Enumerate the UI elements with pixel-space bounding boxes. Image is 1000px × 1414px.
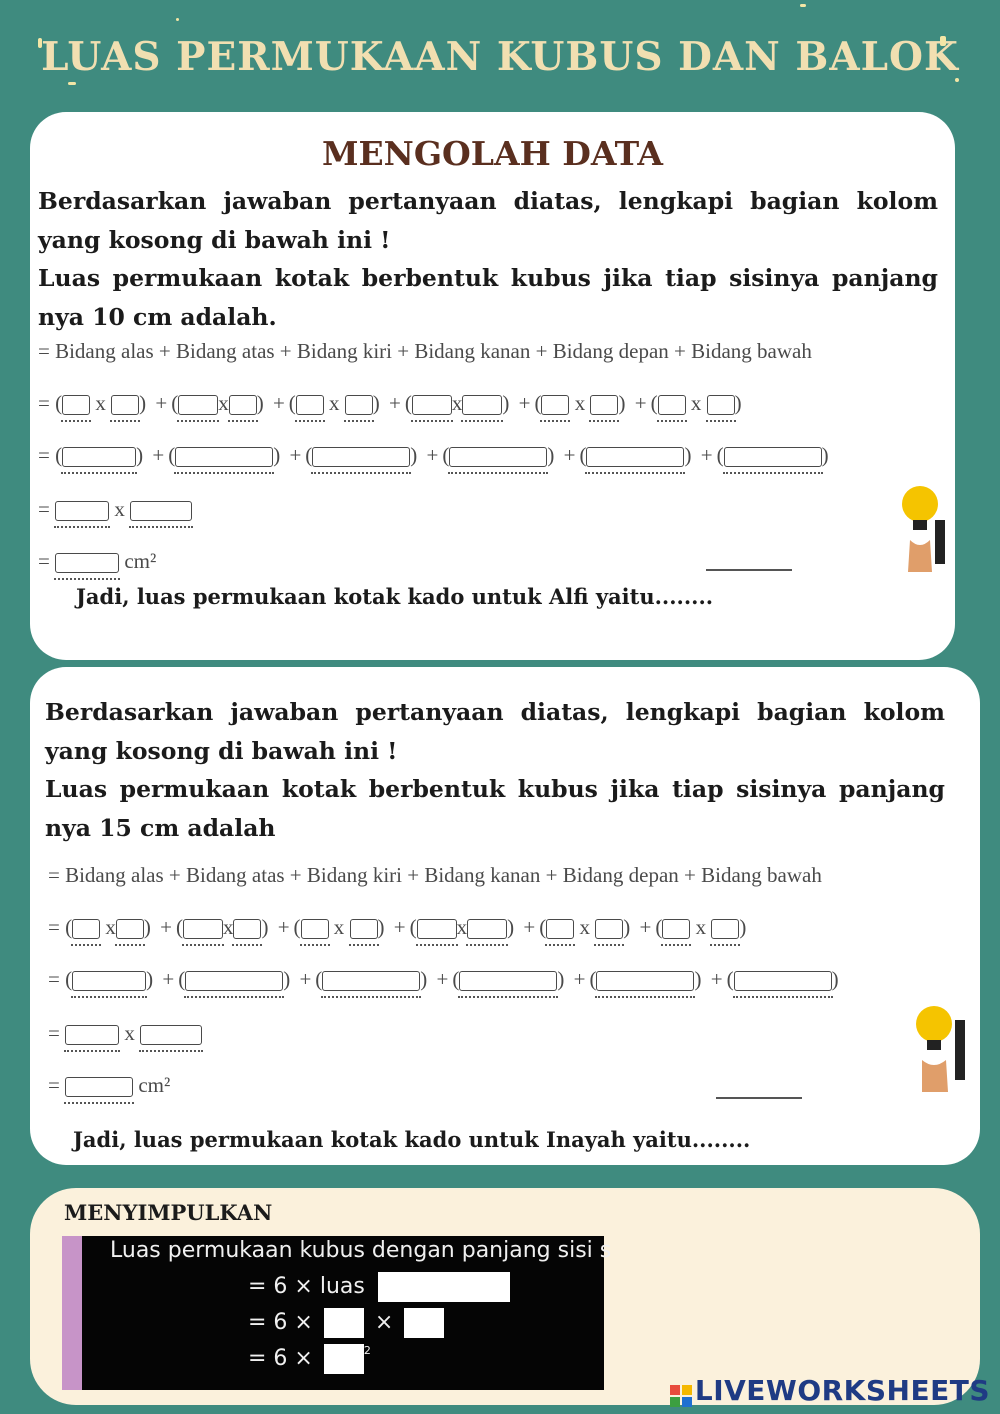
unit-label: cm² xyxy=(124,549,157,573)
row-simplified: = x xyxy=(48,1018,202,1048)
calculation-area xyxy=(38,336,948,586)
answer-box[interactable] xyxy=(596,971,694,991)
answer-box[interactable] xyxy=(296,395,324,415)
answer-box[interactable] xyxy=(707,395,735,415)
answer-box[interactable] xyxy=(72,919,100,939)
row-multiplications: = ( x ) + ( x ) + ( x ) + ( x ) + ( x ) + ( x ) xyxy=(38,391,742,415)
answer-box[interactable] xyxy=(140,1025,202,1045)
answer-box[interactable] xyxy=(62,447,136,467)
sparkle xyxy=(68,82,76,85)
summary-heading: MENYIMPULKAN xyxy=(64,1200,273,1225)
answer-box[interactable] xyxy=(586,447,684,467)
answer-box[interactable] xyxy=(345,395,373,415)
answer-box[interactable] xyxy=(541,395,569,415)
answer-box[interactable] xyxy=(178,395,218,415)
conclusion-text: Jadi, luas permukaan kotak kado untuk Inayah yaitu........ xyxy=(73,1127,751,1152)
row-products: = ( ) + ( ) + ( ) + ( ) + ( ) + ( ) xyxy=(38,443,829,467)
lightbulb-icon xyxy=(900,1000,980,1100)
instruction-text xyxy=(45,693,945,847)
answer-box[interactable] xyxy=(130,501,192,521)
row-result: = cm² xyxy=(48,1073,171,1097)
answer-box[interactable] xyxy=(658,395,686,415)
conclusion-text: Jadi, luas permukaan kotak kado untuk Alfi yaitu........ xyxy=(76,584,714,609)
answer-box[interactable] xyxy=(322,971,420,991)
liveworksheets-icon xyxy=(670,1381,692,1403)
row-simplified: = x xyxy=(38,494,192,524)
question: Luas permukaan kotak berbentuk kubus jika tiap sisinya panjang nya 10 cm adalah. xyxy=(38,264,938,331)
answer-box[interactable] xyxy=(116,919,144,939)
unit-label: cm² xyxy=(138,1073,171,1097)
answer-box[interactable] xyxy=(417,919,457,939)
answer-box[interactable] xyxy=(55,553,119,573)
answer-box[interactable] xyxy=(459,971,557,991)
answer-line xyxy=(716,1097,802,1099)
answer-box[interactable] xyxy=(62,395,90,415)
formula-line: = Bidang alas + Bidang atas + Bidang kiri + Bidang kanan + Bidang depan + Bidang bawah xyxy=(48,863,822,887)
answer-box[interactable] xyxy=(65,1025,119,1045)
sparkle xyxy=(176,18,179,21)
lightbulb-icon xyxy=(880,480,960,580)
answer-box[interactable] xyxy=(662,919,690,939)
answer-box[interactable] xyxy=(724,447,822,467)
answer-box[interactable] xyxy=(449,447,547,467)
calculation-area xyxy=(48,860,968,1100)
answer-box[interactable] xyxy=(462,395,502,415)
formula-line: = Bidang alas + Bidang atas + Bidang kiri + Bidang kanan + Bidang depan + Bidang bawah xyxy=(38,339,812,363)
board-line-4: = 6 × $^2$ xyxy=(248,1344,371,1374)
answer-line xyxy=(706,569,792,571)
chalkboard xyxy=(62,1236,612,1390)
answer-box[interactable] xyxy=(183,919,223,939)
answer-box[interactable] xyxy=(229,395,257,415)
instruction-text xyxy=(38,182,938,336)
answer-box[interactable] xyxy=(378,1272,510,1302)
question: Luas permukaan kotak berbentuk kubus jika tiap sisinya panjang nya 15 cm adalah xyxy=(45,775,945,842)
answer-box[interactable] xyxy=(301,919,329,939)
answer-box[interactable] xyxy=(412,395,452,415)
answer-box[interactable] xyxy=(65,1077,133,1097)
answer-box[interactable] xyxy=(111,395,139,415)
sparkle xyxy=(800,4,806,7)
answer-box[interactable] xyxy=(467,919,507,939)
answer-box[interactable] xyxy=(312,447,410,467)
answer-box[interactable] xyxy=(324,1344,364,1374)
worksheet-card-2 xyxy=(30,667,980,1165)
board-line-1: Luas permukaan kubus dengan panjang sisi s xyxy=(110,1238,612,1263)
answer-box[interactable] xyxy=(233,919,261,939)
answer-box[interactable] xyxy=(185,971,283,991)
answer-box[interactable] xyxy=(546,919,574,939)
answer-box[interactable] xyxy=(590,395,618,415)
brand-name: LIVEWORKSHEETS xyxy=(694,1374,990,1407)
answer-box[interactable] xyxy=(595,919,623,939)
brand-logo xyxy=(670,1374,990,1407)
answer-box[interactable] xyxy=(404,1308,444,1338)
page-title: LUAS PERMUKAAN KUBUS DAN BALOK xyxy=(41,34,959,80)
board-line-3: = 6 × × xyxy=(248,1308,444,1338)
section-heading: MENGOLAH DATA xyxy=(321,134,664,173)
worksheet-card-1 xyxy=(30,112,955,660)
answer-box[interactable] xyxy=(350,919,378,939)
instruction: Berdasarkan jawaban pertanyaan diatas, lengkapi bagian kolom yang kosong di bawah ini ! xyxy=(38,187,938,254)
answer-box[interactable] xyxy=(72,971,146,991)
answer-box[interactable] xyxy=(734,971,832,991)
row-products: = ( ) + ( ) + ( ) + ( ) + ( ) + ( ) xyxy=(48,967,839,991)
answer-box[interactable] xyxy=(711,919,739,939)
instruction: Berdasarkan jawaban pertanyaan diatas, lengkapi bagian kolom yang kosong di bawah ini ! xyxy=(45,698,945,765)
board-accent-strip xyxy=(62,1236,82,1390)
answer-box[interactable] xyxy=(175,447,273,467)
row-result: = cm² xyxy=(38,549,157,573)
answer-box[interactable] xyxy=(324,1308,364,1338)
answer-box[interactable] xyxy=(55,501,109,521)
row-multiplications: = ( x ) + ( x ) + ( x ) + ( x ) + ( x ) + ( x ) xyxy=(48,915,747,939)
board-line-2: = 6 × luas xyxy=(248,1272,510,1302)
